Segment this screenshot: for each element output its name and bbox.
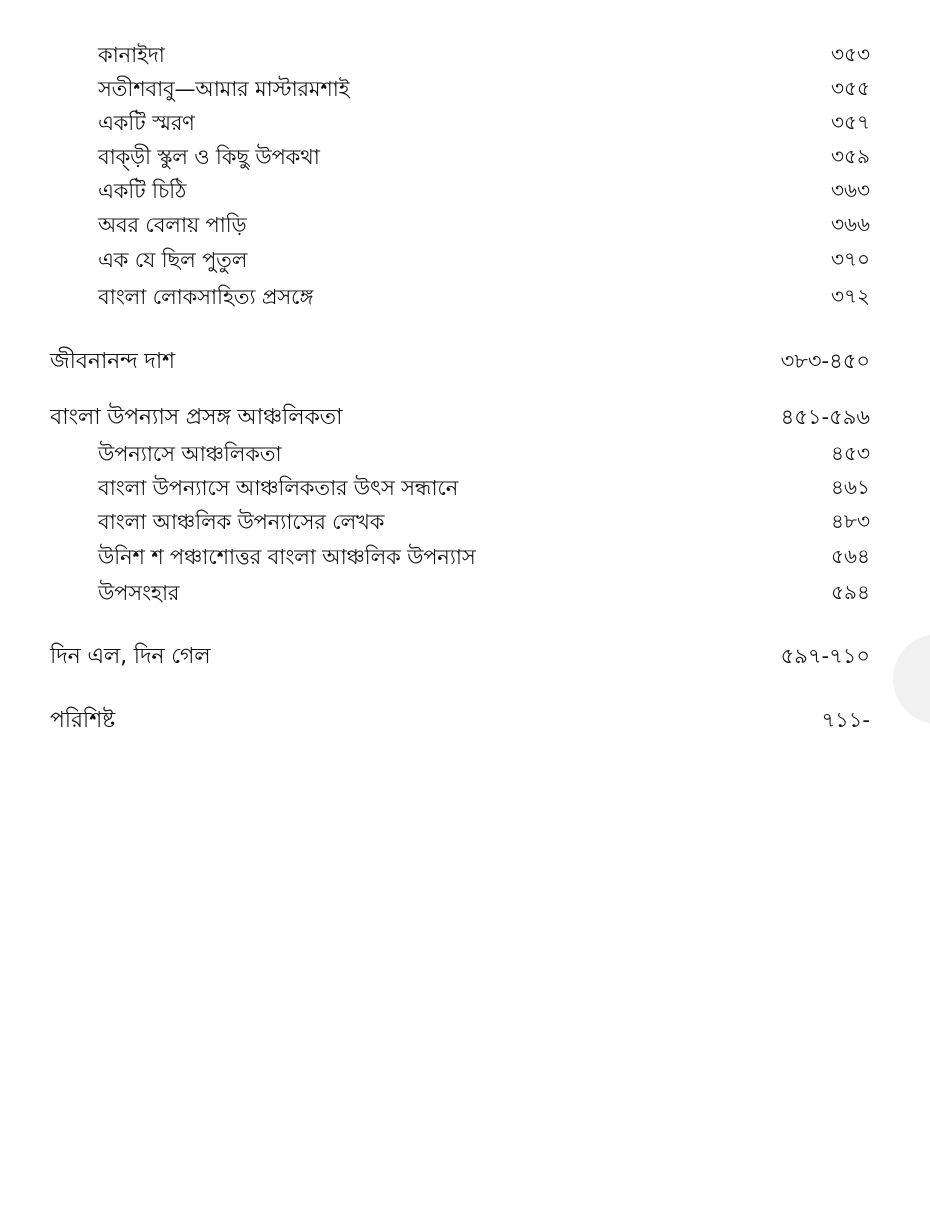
toc-entry-page: ৪৬১ xyxy=(831,474,870,499)
toc-entry-page: ৩৭০ xyxy=(830,246,870,271)
toc-section xyxy=(50,401,870,435)
toc-section-page: ৫৯৭-৭১০ xyxy=(780,643,870,668)
toc-entry-title: উপসংহার xyxy=(98,580,180,605)
toc-entry-title: বাংলা উপন্যাসে আঞ্চলিকতার উৎস সন্ধানে xyxy=(98,475,459,500)
toc-section-title: বাংলা উপন্যাস প্রসঙ্গ আঞ্চলিকতা xyxy=(50,404,343,430)
toc-entry-page: ৪৫৩ xyxy=(831,440,870,465)
toc-entry xyxy=(50,577,870,611)
toc-section-page: ৩৮৩-৪৫০ xyxy=(780,348,870,373)
toc-entry-title: একটি স্মরণ xyxy=(98,110,195,135)
toc-entry-page: ৩৫৫ xyxy=(831,75,870,100)
toc-section xyxy=(50,345,870,379)
toc-entry-title: সতীশবাবু—আমার মাস্টারমশাই xyxy=(98,76,350,101)
toc-entry xyxy=(50,281,870,315)
toc-entry-page: ৫৬৪ xyxy=(831,543,870,568)
toc-entry-page: ৪৮৩ xyxy=(831,508,870,533)
toc-entry xyxy=(50,73,870,107)
toc-entry-title: এক যে ছিল পুতুল xyxy=(98,247,248,272)
toc-section xyxy=(50,704,870,738)
toc-entry-page: ৩৫৯ xyxy=(831,143,870,168)
toc-section-page: ৭১১- xyxy=(821,707,870,732)
toc-entry-page: ৩৭২ xyxy=(830,283,870,308)
toc-entry-title: অবর বেলায় পাড়ি xyxy=(98,212,247,237)
toc-entry-title: একটি চিঠি xyxy=(98,178,187,203)
toc-entry xyxy=(50,541,870,575)
toc-entry-page: ৫৯৪ xyxy=(831,579,870,604)
toc-entry xyxy=(50,472,870,506)
toc-entry xyxy=(50,506,870,540)
toc-section-title: পরিশিষ্ট xyxy=(50,707,116,733)
toc-entry-title: বাক্‌ড়ী স্কুল ও কিছু উপকথা xyxy=(98,144,320,169)
toc-entry-title: বাংলা লোকসাহিত্য প্রসঙ্গে xyxy=(98,284,314,309)
toc-entry-title: উপন্যাসে আঞ্চলিকতা xyxy=(98,441,282,466)
toc-entry xyxy=(50,141,870,175)
toc-entry-page: ৩৫৭ xyxy=(831,109,870,134)
toc-entry-title: উনিশ শ পঞ্চাশোত্তর বাংলা আঞ্চলিক উপন্যাস xyxy=(98,544,476,569)
toc-entry xyxy=(50,438,870,472)
toc-entry xyxy=(50,107,870,141)
toc-entry-page: ৩৬৬ xyxy=(830,211,870,236)
toc-entry xyxy=(50,244,870,278)
toc-section-page: ৪৫১-৫৯৬ xyxy=(780,404,870,429)
toc-entry-page: ৩৫৩ xyxy=(831,41,870,66)
page-edge-shadow xyxy=(893,634,930,724)
toc-entry xyxy=(50,209,870,243)
toc-section-title: দিন এল, দিন গেল xyxy=(50,643,211,669)
toc-entry-title: কানাইদা xyxy=(98,42,165,67)
toc-entry-title: বাংলা আঞ্চলিক উপন্যাসের লেখক xyxy=(98,509,385,534)
toc-section xyxy=(50,640,870,674)
toc-entry xyxy=(50,175,870,209)
toc-section-title: জীবনানন্দ দাশ xyxy=(50,348,175,374)
toc-entry-page: ৩৬৩ xyxy=(830,177,870,202)
toc-entry xyxy=(50,39,870,73)
